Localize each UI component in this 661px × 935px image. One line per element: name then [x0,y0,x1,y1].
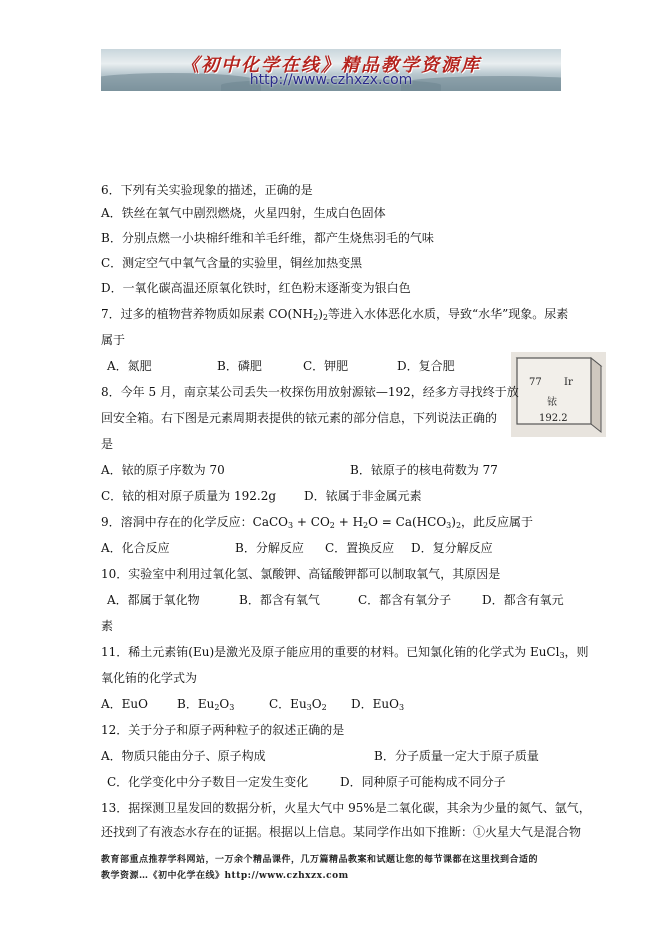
q11-option-b [177,696,234,716]
q13-stem-line1: 13．据探测卫星发回的数据分析，火星大气中 95%是二氧化碳，其余为少量的氮气、氩气， [101,801,591,815]
q11-option-c-pre: C．Eu [269,697,307,711]
q8-stem-line1: 8．今年 5 月，南京某公司丢失一枚探伤用放射源铱—192，经多方寻找终于放 [101,385,519,399]
banner-url[interactable]: http://www.czhxzx.com [249,72,413,88]
q9-eq-end: ) [451,515,456,529]
q11-stem-line2: 氧化铕的化学式为 [101,671,198,685]
q9-sub: 2 [455,521,462,530]
q8-option-c: C．铱的相对原子质量为 192.2g [101,489,277,503]
q10-option-d: D．都含有氧元 [482,593,564,607]
q7-stem-line2: 属于 [101,333,126,347]
q11-option-c-sub: 2 [321,703,327,712]
q9-option-d: D．复分解反应 [411,541,493,555]
q11-option-b-sub: 2 [214,703,220,712]
q10-stem: 10．实验室中利用过氧化氢、氯酸钾、高锰酸钾都可以制取氧气，其原因是 [101,567,501,581]
header-banner [101,49,561,91]
q11-stem-part2: ，则 [564,645,589,659]
q7-stem-sub2: 2 [322,313,328,322]
q6-option-d: D．一氧化碳高温还原氧化铁时，红色粉末逐渐变为银白色 [101,281,411,295]
q13-stem-line2: 还找到了有液态水存在的证据。根据以上信息。某同学作出如下推断：①火星大气是混合物 [101,825,582,839]
q12-option-b: B．分子质量一定大于原子质量 [374,749,539,763]
q9-eq-mid2: + H [334,515,364,529]
q9-stem-tail: ，此反应属于 [461,515,534,529]
q11-stem-sub: 3 [559,651,565,660]
element-symbol: Ir [564,377,573,388]
q12-option-c: C．化学变化中分子数目一定发生变化 [107,775,309,789]
q7-stem [101,306,568,326]
q8-stem-line2: 回安全箱。右下图是元素周期表提供的铱元素的部分信息，下列说法正确的 [101,411,498,425]
footer-line1: 教育部重点推荐学科网站，一万余个精品课件，几万篇精品教案和试题让您的每节课都在这里找到合适的 [101,855,539,865]
q7-stem-part3: 等进入水体恶化水质，导致“水华”现象。尿素 [328,307,569,321]
q8-option-a: A．铱的原子序数为 70 [101,463,225,477]
element-card-iridium [511,352,606,437]
q12-option-a: A．物质只能由分子、原子构成 [101,749,266,763]
element-card-graphic [511,352,606,437]
q7-option-a: A．氮肥 [107,359,152,373]
q9-sub: 3 [288,521,294,530]
q11-option-b-pre: B．Eu [177,697,215,711]
q9-option-b: B．分解反应 [235,541,304,555]
q10-option-b: B．都含有氧气 [239,593,320,607]
q7-stem-part2: ) [318,307,323,321]
q7-stem-part1: 7．过多的植物营养物质如尿素 CO(NH [101,307,314,321]
q9-sub: 3 [446,521,452,530]
q10-option-a: A．都属于氧化物 [107,593,200,607]
q9-option-c: C．置换反应 [325,541,395,555]
q9-stem [101,514,533,534]
q7-option-d: D．复合肥 [397,359,455,373]
q8-option-d: D．铱属于非金属元素 [304,489,422,503]
q6-option-a: A．铁丝在氧气中剧烈燃烧，火星四射，生成白色固体 [101,206,386,220]
banner-title: 《初中化学在线》精品教学资源库 [181,55,481,76]
q11-option-c-mid: O [311,697,322,711]
q11-option-b-mid: O [219,697,230,711]
q11-option-a: A．EuO [101,697,148,711]
q11-stem-part1: 11．稀土元素铕(Eu)是激光及原子能应用的重要的材料。已知氯化铕的化学式为 EuCl [101,645,560,659]
q10-option-c: C．都含有氧分子 [358,593,452,607]
element-name: 铱 [547,397,557,408]
q9-sub: 2 [329,521,335,530]
q12-option-d: D．同种原子可能构成不同分子 [340,775,506,789]
q11-option-d [351,696,404,716]
q11-stem [101,644,589,664]
q8-stem-line3: 是 [101,437,114,451]
q11-option-b-sub: 3 [229,703,235,712]
q9-sub: 2 [363,521,369,530]
q7-option-b: B．磷肥 [217,359,262,373]
element-atomic-number: 77 [529,377,542,388]
q6-option-b: B．分别点燃一小块棉纤维和羊毛纤维，都产生烧焦羽毛的气味 [101,231,434,245]
q9-eq-mid3: O = Ca(HCO [368,515,447,529]
q12-stem: 12．关于分子和原子两种粒子的叙述正确的是 [101,723,345,737]
q11-option-c [269,696,327,716]
q9-option-a: A．化合反应 [101,541,170,555]
q9-stem-text: 9．溶洞中存在的化学反应：CaCO [101,515,288,529]
q10-option-d-cont: 素 [101,619,114,633]
q11-option-d-pre: D．EuO [351,697,399,711]
q7-option-c: C．钾肥 [303,359,349,373]
footer-line2: 教学资源…《初中化学在线》http://www.czhxzx.com [101,871,349,881]
q6-option-c: C．测定空气中氧气含量的实验里，铜丝加热变黑 [101,256,363,270]
q11-option-c-sub: 3 [306,703,312,712]
q11-option-d-sub: 3 [398,703,405,712]
q8-option-b: B．铱原子的核电荷数为 77 [350,463,498,477]
q9-eq-mid: + CO [293,515,330,529]
q7-stem-sub: 2 [313,313,319,322]
element-atomic-mass: 192.2 [539,413,568,424]
q6-stem: 6．下列有关实验现象的描述，正确的是 [101,183,313,197]
